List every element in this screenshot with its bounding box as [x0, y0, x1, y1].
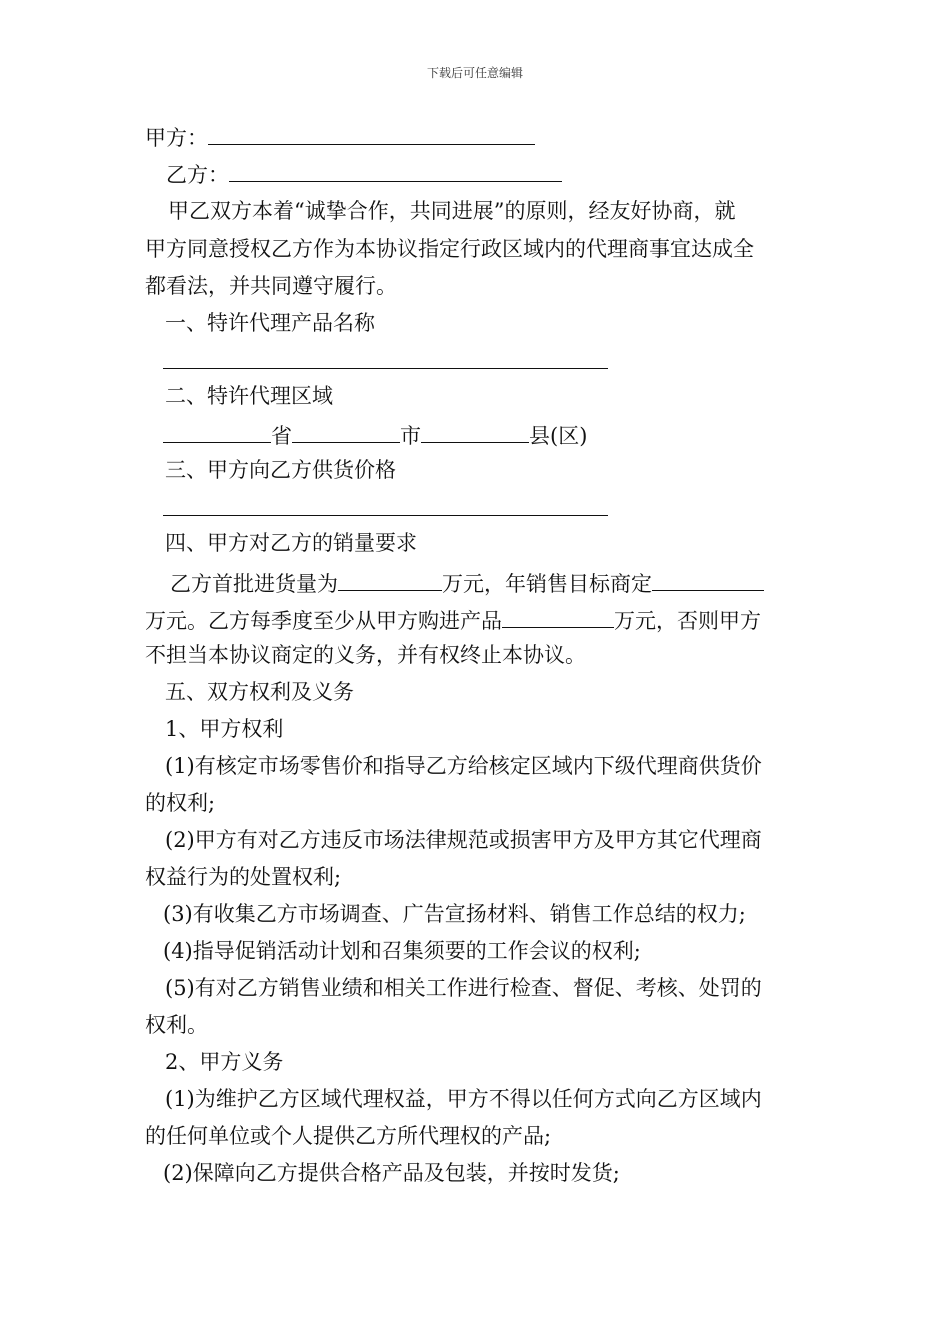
paragraph-line: (3)有收集乙方市场调查、广告宣扬材料、销售工作总结的权力; [163, 902, 746, 926]
section-heading: 四、甲方对乙方的销量要求 [165, 531, 417, 555]
supply-price-blank[interactable] [163, 491, 608, 516]
paragraph-line: (4)指导促销活动计划和召集须要的工作会议的权利; [163, 939, 641, 963]
province-label: 省 [271, 424, 292, 448]
product-name-blank[interactable] [163, 344, 608, 369]
paragraph-line: (5)有对乙方销售业绩和相关工作进行检查、督促、考核、处罚的 [165, 976, 762, 1000]
paragraph-line: 都看法，并共同遵守履行。 [145, 274, 397, 298]
party-b-blank[interactable] [229, 157, 562, 182]
section-heading: 二、特许代理区域 [165, 384, 333, 408]
sales-requirement-line [170, 566, 835, 596]
city-label: 市 [400, 424, 421, 448]
paragraph-line: (2)保障向乙方提供合格产品及包装，并按时发货; [163, 1161, 620, 1185]
city-blank[interactable] [292, 418, 400, 443]
text-segment: 万元，年销售目标商定 [442, 572, 652, 596]
section-heading: 五、双方权利及义务 [165, 680, 354, 704]
quarterly-purchase-blank[interactable] [502, 603, 614, 628]
text-segment: 万元。乙方每季度至少从甲方购进产品 [145, 609, 502, 633]
party-a-label: 甲方： [145, 126, 208, 150]
party-b-line [166, 157, 831, 187]
paragraph-line: 权利。 [145, 1013, 208, 1037]
section-heading: 一、特许代理产品名称 [165, 311, 375, 335]
subsection-heading: 2、甲方义务 [165, 1050, 284, 1074]
paragraph-line: 的任何单位或个人提供乙方所代理权的产品; [145, 1124, 552, 1148]
header-note: 下载后可任意编辑 [426, 66, 523, 80]
paragraph-line: (1)有核定市场零售价和指导乙方给核定区域内下级代理商供货价 [165, 754, 762, 778]
paragraph-line: 的权利; [145, 791, 216, 815]
text-segment: 万元，否则甲方 [614, 609, 761, 633]
text-segment: 乙方首批进货量为 [170, 572, 338, 596]
party-b-label: 乙方： [166, 163, 229, 187]
county-blank[interactable] [421, 418, 529, 443]
region-line [163, 418, 828, 448]
sales-requirement-line [145, 603, 810, 633]
paragraph-line: 甲方同意授权乙方作为本协议指定行政区域内的代理商事宜达成全 [145, 237, 754, 261]
province-blank[interactable] [163, 418, 271, 443]
paragraph-line: 甲乙双方本着“诚挚合作，共同进展”的原则，经友好协商，就 [168, 199, 736, 223]
first-order-blank[interactable] [338, 566, 442, 591]
party-a-line [145, 120, 810, 150]
party-a-blank[interactable] [208, 120, 535, 145]
product-name-line [163, 344, 828, 374]
supply-price-line [163, 491, 828, 521]
paragraph-line: 不担当本协议商定的义务，并有权终止本协议。 [145, 643, 586, 667]
paragraph-line: (1)为维护乙方区域代理权益，甲方不得以任何方式向乙方区域内 [165, 1087, 762, 1111]
section-heading: 三、甲方向乙方供货价格 [165, 458, 396, 482]
paragraph-line: 权益行为的处置权利; [145, 865, 342, 889]
county-label: 县(区) [529, 424, 588, 448]
annual-target-blank[interactable] [652, 566, 764, 591]
paragraph-line: (2)甲方有对乙方违反市场法律规范或损害甲方及甲方其它代理商 [165, 828, 762, 852]
subsection-heading: 1、甲方权利 [165, 717, 284, 741]
